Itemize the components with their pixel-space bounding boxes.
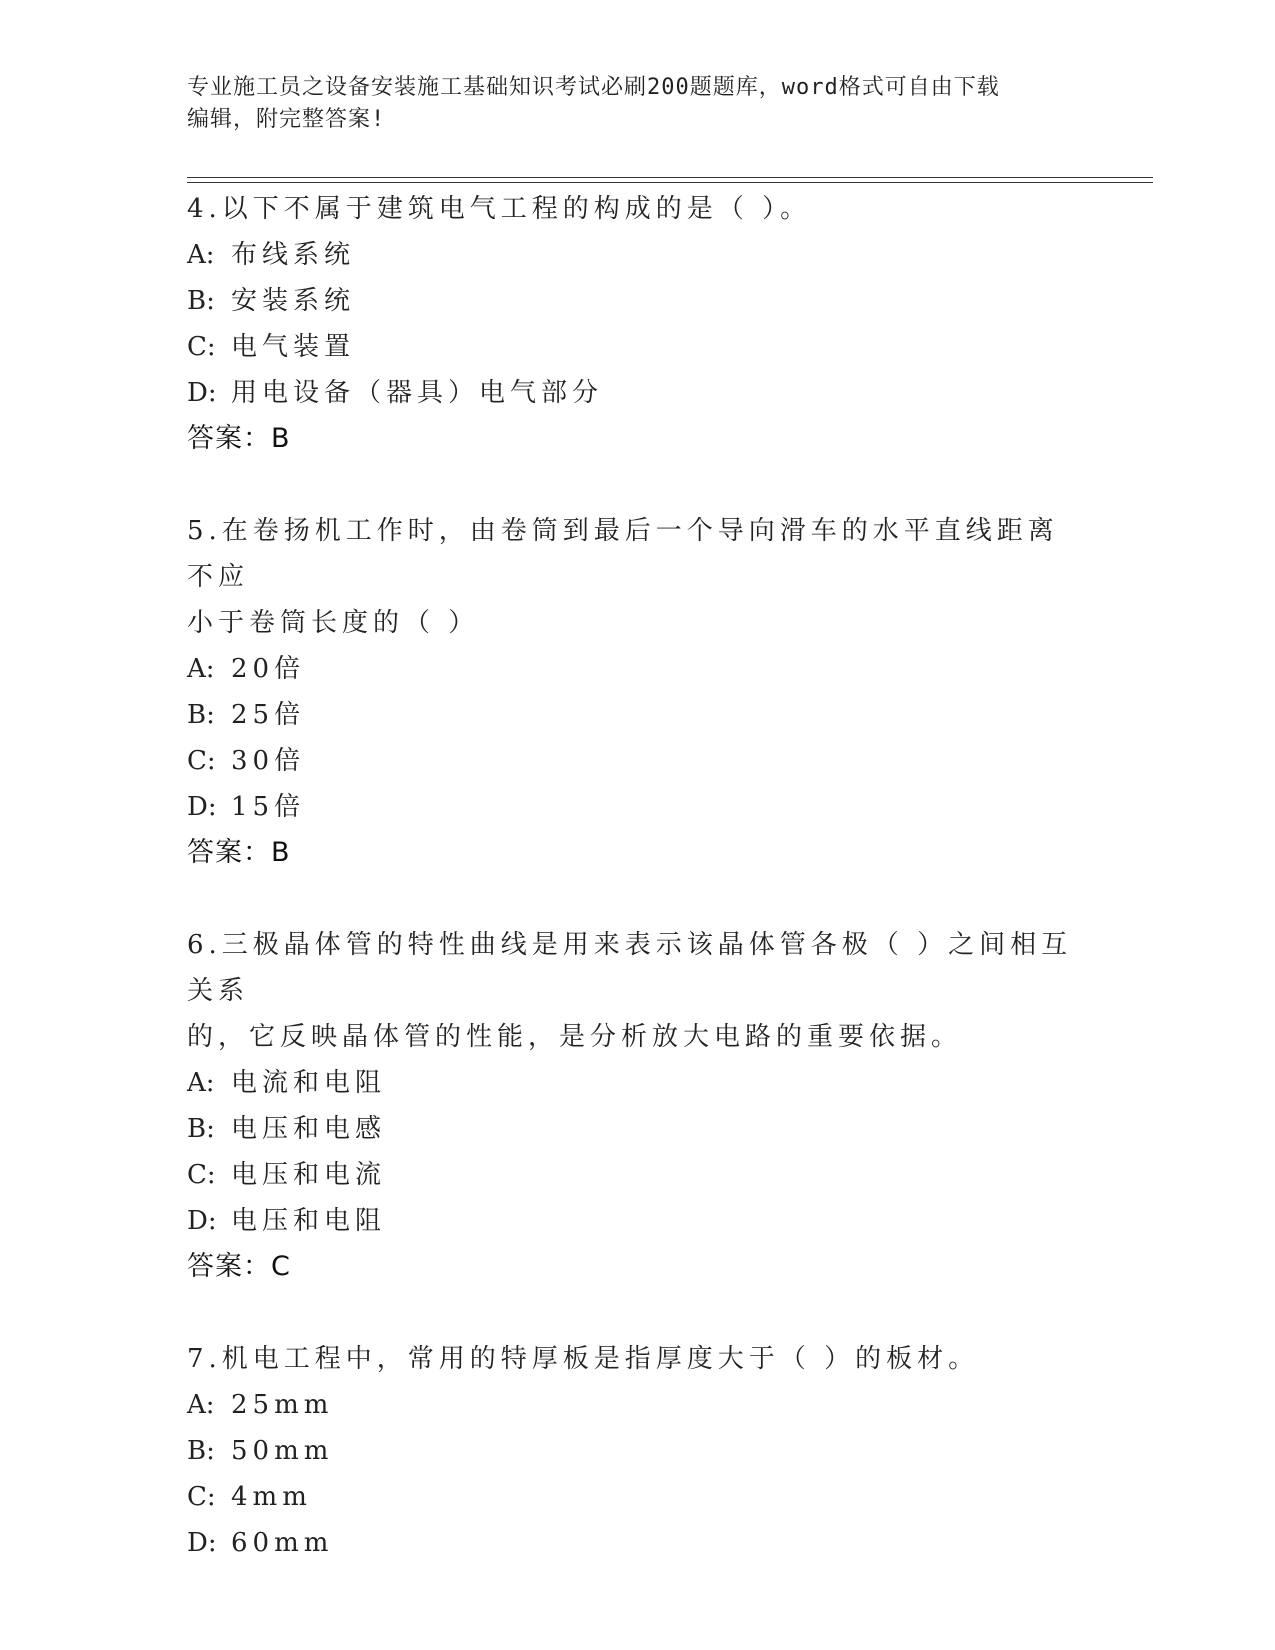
option-letter: B: [187, 1436, 215, 1466]
option-text: 电流和电阻 [231, 1068, 387, 1098]
option-letter: C: [187, 746, 216, 776]
option-letter: D: [187, 1206, 217, 1236]
answer-label: 答案：B [187, 837, 291, 868]
option-letter: D: [187, 792, 217, 822]
question-stem-line-1: 5.在卷扬机工作时，由卷筒到最后一个导向滑车的水平直线距离不应 [187, 516, 1059, 592]
option-a [187, 232, 1087, 278]
header-line-2: 编辑，附完整答案! [187, 107, 386, 132]
question-5 [187, 508, 1087, 876]
option-b [187, 278, 1087, 324]
option-letter: A: [187, 240, 215, 270]
option-letter: B: [187, 700, 215, 730]
option-letter: C: [187, 1160, 216, 1190]
option-text: 安装系统 [231, 286, 356, 316]
option-letter: C: [187, 1482, 216, 1512]
option-d [187, 370, 1087, 416]
question-7 [187, 1336, 1087, 1566]
option-c [187, 1152, 1087, 1198]
option-text: 电压和电感 [231, 1114, 387, 1144]
option-letter: A: [187, 654, 215, 684]
question-6 [187, 922, 1087, 1290]
option-text: 60mm [231, 1528, 334, 1558]
question-stem-line-2: 小于卷筒长度的（ ） [187, 608, 480, 638]
option-text: 电压和电流 [231, 1160, 387, 1190]
option-d [187, 1520, 1087, 1566]
question-4 [187, 186, 1087, 462]
option-a [187, 1382, 1087, 1428]
option-text: 用电设备（器具）电气部分 [231, 378, 604, 408]
document-header [187, 72, 1067, 136]
option-text: 25倍 [231, 700, 306, 730]
option-c [187, 324, 1087, 370]
option-text: 20倍 [231, 654, 306, 684]
option-text: 50mm [231, 1436, 334, 1466]
option-text: 30倍 [231, 746, 306, 776]
question-stem: 4.以下不属于建筑电气工程的构成的是（ ）。 [187, 194, 812, 224]
answer-label: 答案：C [187, 1251, 291, 1282]
option-text: 25mm [231, 1390, 334, 1420]
option-letter: A: [187, 1068, 215, 1098]
option-c [187, 738, 1087, 784]
option-d [187, 784, 1087, 830]
option-text: 电压和电阻 [231, 1206, 387, 1236]
option-letter: B: [187, 286, 215, 316]
option-b [187, 692, 1087, 738]
option-letter: D: [187, 1528, 217, 1558]
question-stem-line-2: 的，它反映晶体管的性能，是分析放大电路的重要依据。 [187, 1022, 963, 1052]
option-c [187, 1474, 1087, 1520]
option-letter: A: [187, 1390, 215, 1420]
option-a [187, 646, 1087, 692]
option-d [187, 1198, 1087, 1244]
option-letter: B: [187, 1114, 215, 1144]
answer-label: 答案：B [187, 423, 291, 454]
option-text: 4mm [231, 1482, 312, 1512]
option-b [187, 1106, 1087, 1152]
question-stem: 7.机电工程中，常用的特厚板是指厚度大于（ ）的板材。 [187, 1344, 980, 1374]
option-b [187, 1428, 1087, 1474]
question-stem-line-1: 6.三极晶体管的特性曲线是用来表示该晶体管各极（ ）之间相互关系 [187, 930, 1073, 1006]
option-letter: C: [187, 332, 216, 362]
question-list [187, 186, 1087, 1612]
header-line-1: 专业施工员之设备安装施工基础知识考试必刷200题题库，word格式可自由下载 [187, 75, 1000, 100]
option-a [187, 1060, 1087, 1106]
option-text: 15倍 [231, 792, 306, 822]
header-divider-bottom [187, 182, 1153, 183]
option-text: 电气装置 [231, 332, 356, 362]
header-divider-top [187, 177, 1153, 178]
option-text: 布线系统 [231, 240, 356, 270]
option-letter: D: [187, 378, 217, 408]
